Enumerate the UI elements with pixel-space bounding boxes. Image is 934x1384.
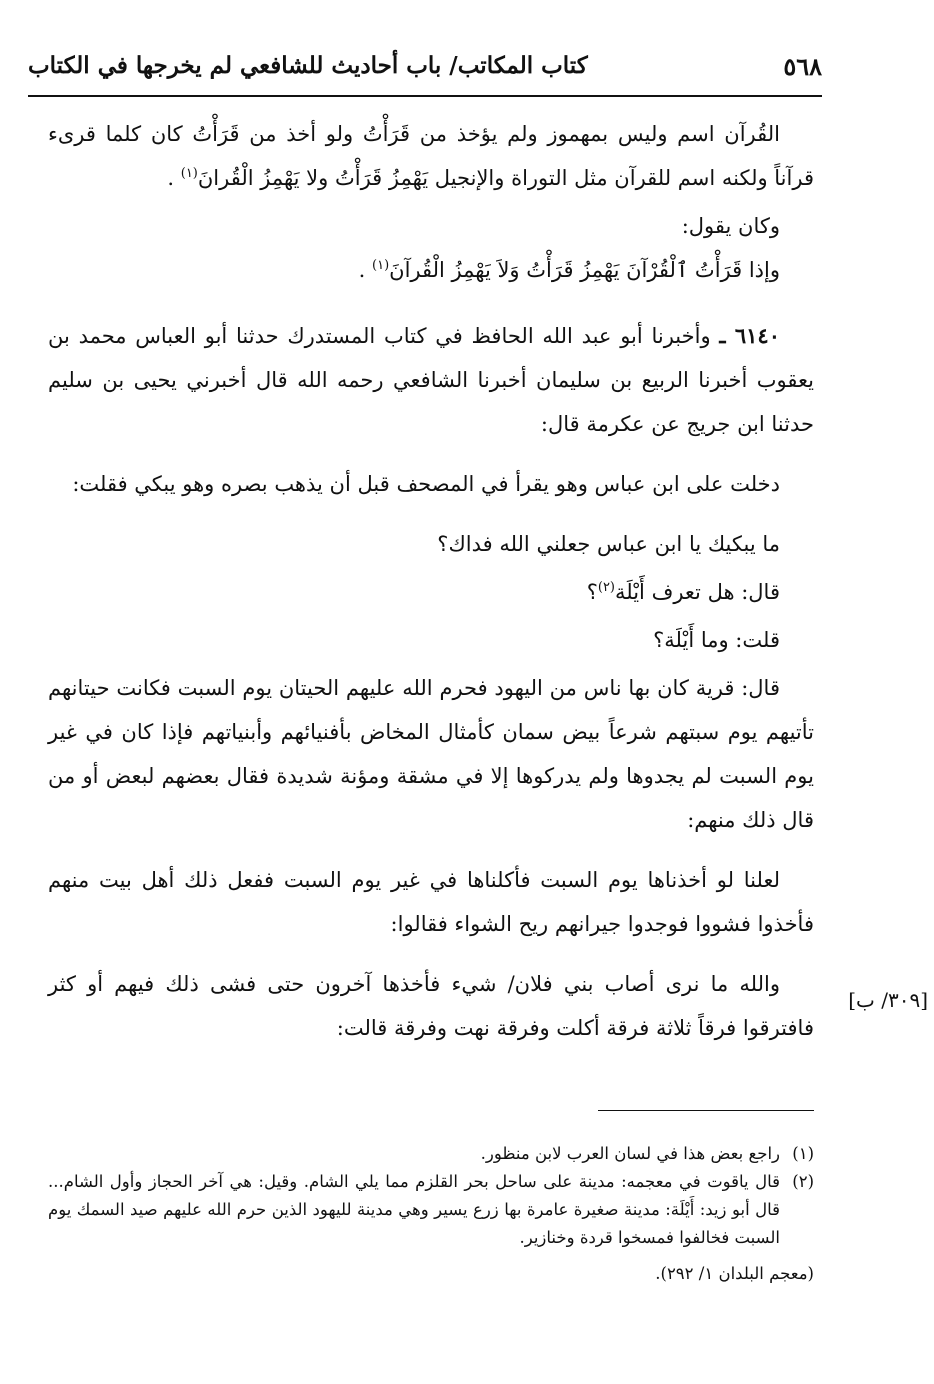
footnote: (٢) قال ياقوت في معجمه: مدينة على ساحل بحر القلزم مما يلي الشام. وقيل: هي آخر الحجاز وأول الشام... قال أبو زيد: أَيْلَة: مدينة صغيرة عامرة بها زرع يسير وهي مدينة لليهود الذين حرم الله عليهم صيد السمك يوم السبت فخالفوا فمسخوا قردة وخنازير. [48,1172,814,1247]
paragraph: القُرآن اسم وليس بمهموز ولم يؤخذ من قَرَأْتُ ولو أخذ من قَرَأْتُ كان كلما قرىء قرآناً ولكنه اسم للقرآن مثل التوراة والإنجيل يَهْمِزُ قَرَأْتُ ولا يَهْمِزُ الْقُرانَ$^{(١)}$ . [48,122,814,190]
paragraph: قال: قرية كان بها ناس من اليهود فحرم الله عليهم الحيتان يوم السبت فكانت حيتانهم تأتيهم يوم سبتهم شرعاً بيض سمان كأمثال المخاض بأفنيائهم وأبنياتهم فإذا كان في غير يوم السبت لم يجدوها ولم يدركوها إلا في مشقة ومؤنة شديدة فقال بعضهم لبعض أو من قال ذلك منهم: [48,676,814,832]
paragraph: ما يبكيك يا ابن عباس جعلني الله فداك؟ [437,532,780,556]
footnote-ref: (١) [180,166,198,181]
hadith-number: ٦١٤٠ ـ [719,323,780,348]
paragraph: قال: هل تعرف أَيْلَة$^{(٢)}$؟ [586,580,780,604]
running-title: كتاب المكاتب/ باب أحاديث للشافعي لم يخرجها في الكتاب [28,52,588,79]
main-text [48,112,814,1050]
page-header [28,48,822,88]
paragraph: لعلنا لو أخذناها يوم السبت فأكلناها في غير يوم السبت ففعل ذلك أهل بيت منهم فأخذوا فشووا فوجدوا جيرانهم ريح الشواء فقالوا: [48,868,814,936]
footnote-rule [598,1110,814,1111]
verse-line: وإذا قَرَأْتُ ٱلْقُرْآنَ يَهْمِزُ قَرَأْتُ وَلاَ يَهْمِزُ الْقُرآنَ$^{(١)}$ . [358,258,780,282]
footnote-ref: (١) [372,258,390,273]
paragraph: وكان يقول: [681,214,780,238]
page-number: ٥٦٨ [783,52,822,81]
footnotes [48,1140,814,1288]
header-rule [28,95,822,97]
hadith-paragraph: ٦١٤٠ ـ وأخبرنا أبو عبد الله الحافظ في كتاب المستدرك حدثنا أبو العباس محمد بن يعقوب أخبرنا الربيع بن سليمان أخبرنا الشافعي رحمه الله قال أخبرني يحيى بن سليم حدثنا ابن جريج عن عكرمة قال: [48,323,814,436]
paragraph: دخلت على ابن عباس وهو يقرأ في المصحف قبل أن يذهب بصره وهو يبكي فقلت: [72,472,780,496]
paragraph: قلت: وما أَيْلَة؟ [653,628,780,652]
footnote-reference: (معجم البلدان ١/ ٢٩٢). [655,1264,814,1283]
footnote-ref: (٢) [597,580,615,595]
manuscript-folio-note: [٣٠٩/ ب] [848,988,928,1012]
footnote: (١) راجع بعض هذا في لسان العرب لابن منظور. [480,1144,814,1163]
paragraph: والله ما نرى أصاب بني فلان/ شيء فأخذها آخرون حتى فشى ذلك فيهم أو كثر فافترقوا فرقاً ثلاثة فرقة أكلت وفرقة نهت وفرقة قالت: [48,972,814,1040]
